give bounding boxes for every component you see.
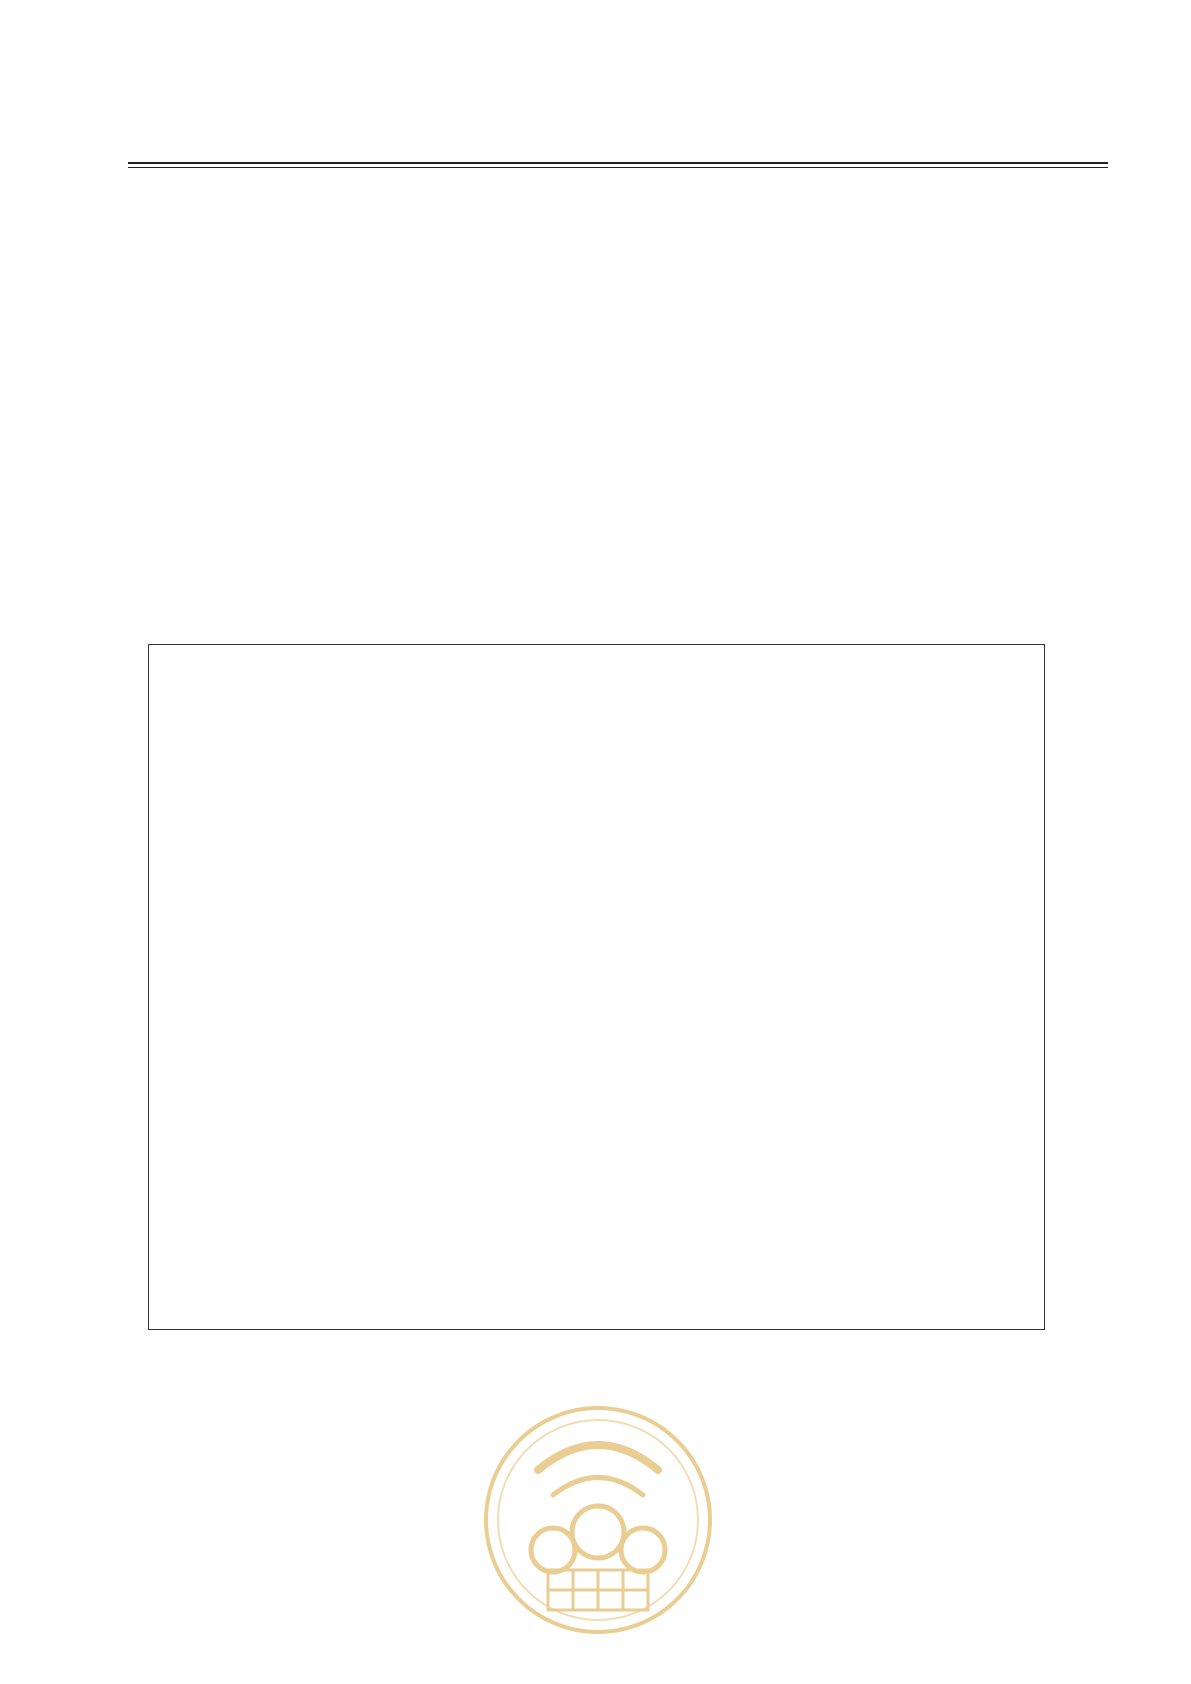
header-rule-thin bbox=[128, 167, 1108, 168]
well-log-figure bbox=[148, 644, 1045, 1330]
running-header bbox=[128, 132, 1108, 158]
well-log-chart bbox=[149, 645, 1044, 1329]
header-rule-thick bbox=[128, 162, 1108, 164]
seal-icon bbox=[478, 1400, 718, 1640]
watermark-seal bbox=[478, 1400, 718, 1640]
